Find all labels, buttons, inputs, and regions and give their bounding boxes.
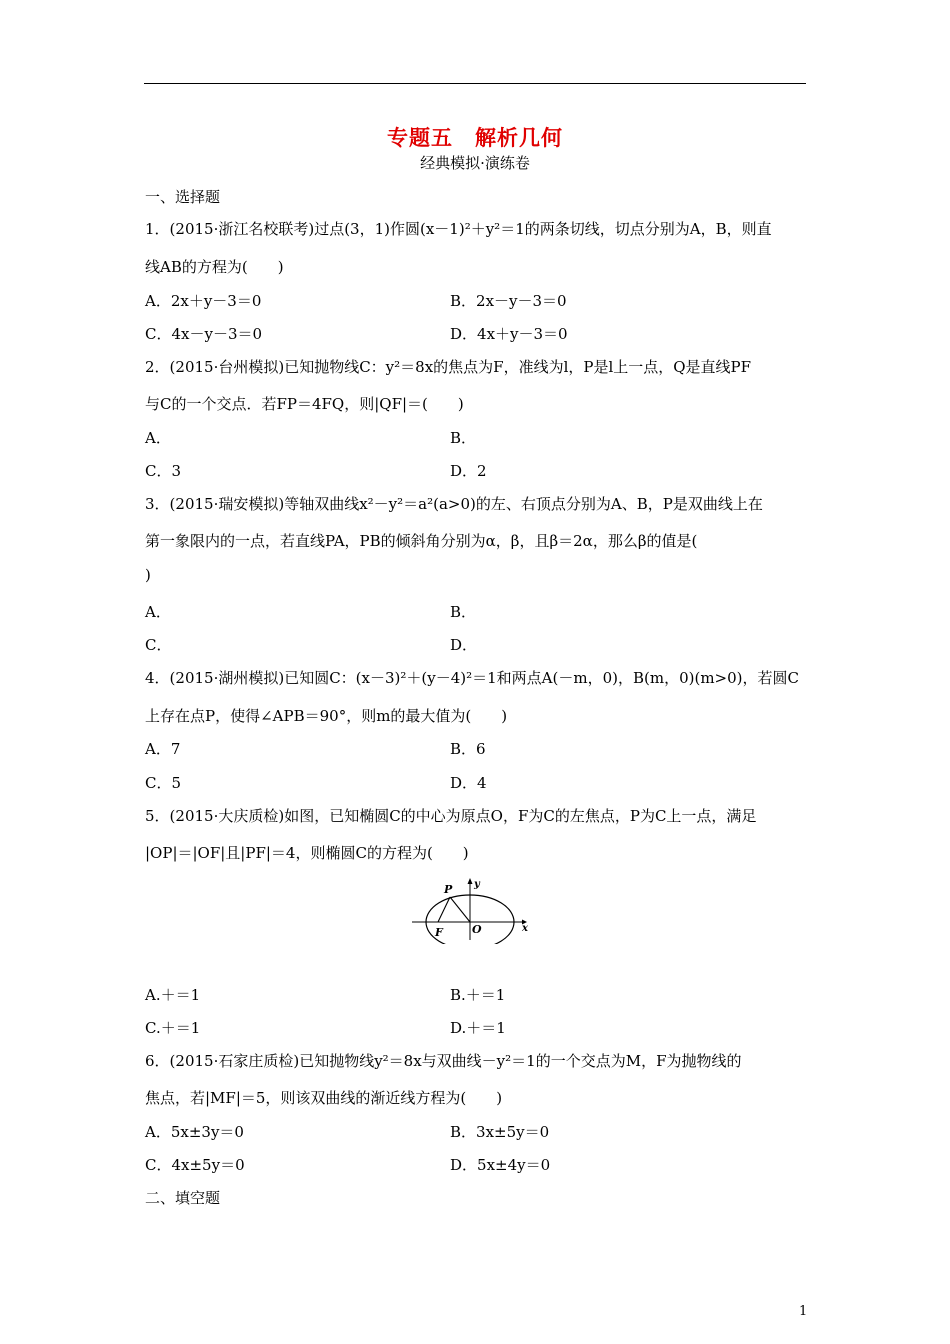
label-p: P	[444, 883, 453, 896]
page-title: 专题五 解析几何	[387, 125, 563, 150]
q1-stem-line1: 1．(2015·浙江名校联考)过点(3，1)作圆(x－1)²＋y²＝1的两条切线，切点分别为A，B，则直	[145, 220, 772, 238]
segment-po	[450, 897, 470, 922]
q2-option-d: D．2	[450, 462, 487, 480]
q3-option-d: D．	[450, 636, 478, 654]
q3-stem-line2: 第一象限内的一点，若直线PA，PB的倾斜角分别为α，β，且β＝2α，那么β的值是(	[145, 532, 698, 550]
q4-stem-line2: 上存在点P，使得∠APB＝90°，则m的最大值为( )	[145, 707, 508, 725]
section-heading-fill: 二、填空题	[145, 1189, 221, 1207]
q6-option-d: D．5x±4y＝0	[450, 1156, 551, 1174]
q1-stem-line2: 线AB的方程为( )	[145, 258, 284, 276]
q2-stem-line1: 2．(2015·台州模拟)已知抛物线C：y²＝8x的焦点为F，准线为l，P是l上一点，Q是直线PF	[145, 358, 752, 376]
page-subtitle: 经典模拟·演练卷	[420, 154, 530, 172]
q3-stem-line3: )	[145, 566, 151, 584]
y-axis-arrow	[468, 878, 473, 884]
page-number: 1	[799, 1304, 808, 1319]
q5-option-a: A.＋＝1	[145, 986, 201, 1004]
q2-option-c: C．3	[145, 462, 182, 480]
q6-option-c: C．4x±5y＝0	[145, 1156, 245, 1174]
q2-option-b: B．	[450, 429, 477, 447]
q3-stem-line1: 3．(2015·瑞安模拟)等轴双曲线x²－y²＝a²(a>0)的左、右顶点分别为A、B，P是双曲线上在	[145, 495, 763, 513]
q2-stem-line2: 与C的一个交点．若FP＝4FQ，则|QF|＝( )	[145, 395, 464, 413]
q3-option-b: B．	[450, 603, 477, 621]
label-x: x	[522, 923, 528, 934]
q1-option-a: A．2x＋y－3＝0	[145, 292, 262, 310]
label-f: F	[435, 926, 443, 939]
q6-option-a: A．5x±3y＝0	[145, 1123, 244, 1141]
q6-stem-line2: 焦点，若|MF|＝5，则该双曲线的渐近线方程为( )	[145, 1089, 503, 1107]
q5-option-b: B.＋＝1	[450, 986, 506, 1004]
q4-option-c: C．5	[145, 774, 182, 792]
q5-stem-line2: |OP|＝|OF|且|PF|＝4，则椭圆C的方程为( )	[145, 844, 469, 862]
q4-stem-line1: 4．(2015·湖州模拟)已知圆C：(x－3)²＋(y－4)²＝1和两点A(－m，0)，B(m，0)(m>0)，若圆C	[145, 669, 799, 687]
label-y: y	[474, 879, 480, 890]
q5-stem-line1: 5．(2015·大庆质检)如图，已知椭圆C的中心为原点O，F为C的左焦点，P为C上一点，满足	[145, 807, 757, 825]
q4-option-d: D．4	[450, 774, 487, 792]
label-o: O	[472, 923, 482, 936]
q3-option-c: C．	[145, 636, 172, 654]
q1-option-b: B．2x－y－3＝0	[450, 292, 567, 310]
q4-option-b: B．6	[450, 740, 486, 758]
header-rule	[144, 83, 806, 84]
q1-option-c: C．4x－y－3＝0	[145, 325, 263, 343]
q1-option-d: D．4x＋y－3＝0	[450, 325, 568, 343]
q3-option-a: A．	[145, 603, 171, 621]
q5-option-c: C.＋＝1	[145, 1019, 201, 1037]
q2-option-a: A．	[145, 429, 171, 447]
section-heading-choice: 一、选择题	[145, 188, 221, 206]
q6-option-b: B．3x±5y＝0	[450, 1123, 550, 1141]
ellipse-figure	[410, 874, 535, 944]
q5-option-d: D.＋＝1	[450, 1019, 506, 1037]
q4-option-a: A．7	[145, 740, 181, 758]
q6-stem-line1: 6．(2015·石家庄质检)已知抛物线y²＝8x与双曲线－y²＝1的一个交点为M，F为抛物线的	[145, 1052, 742, 1070]
